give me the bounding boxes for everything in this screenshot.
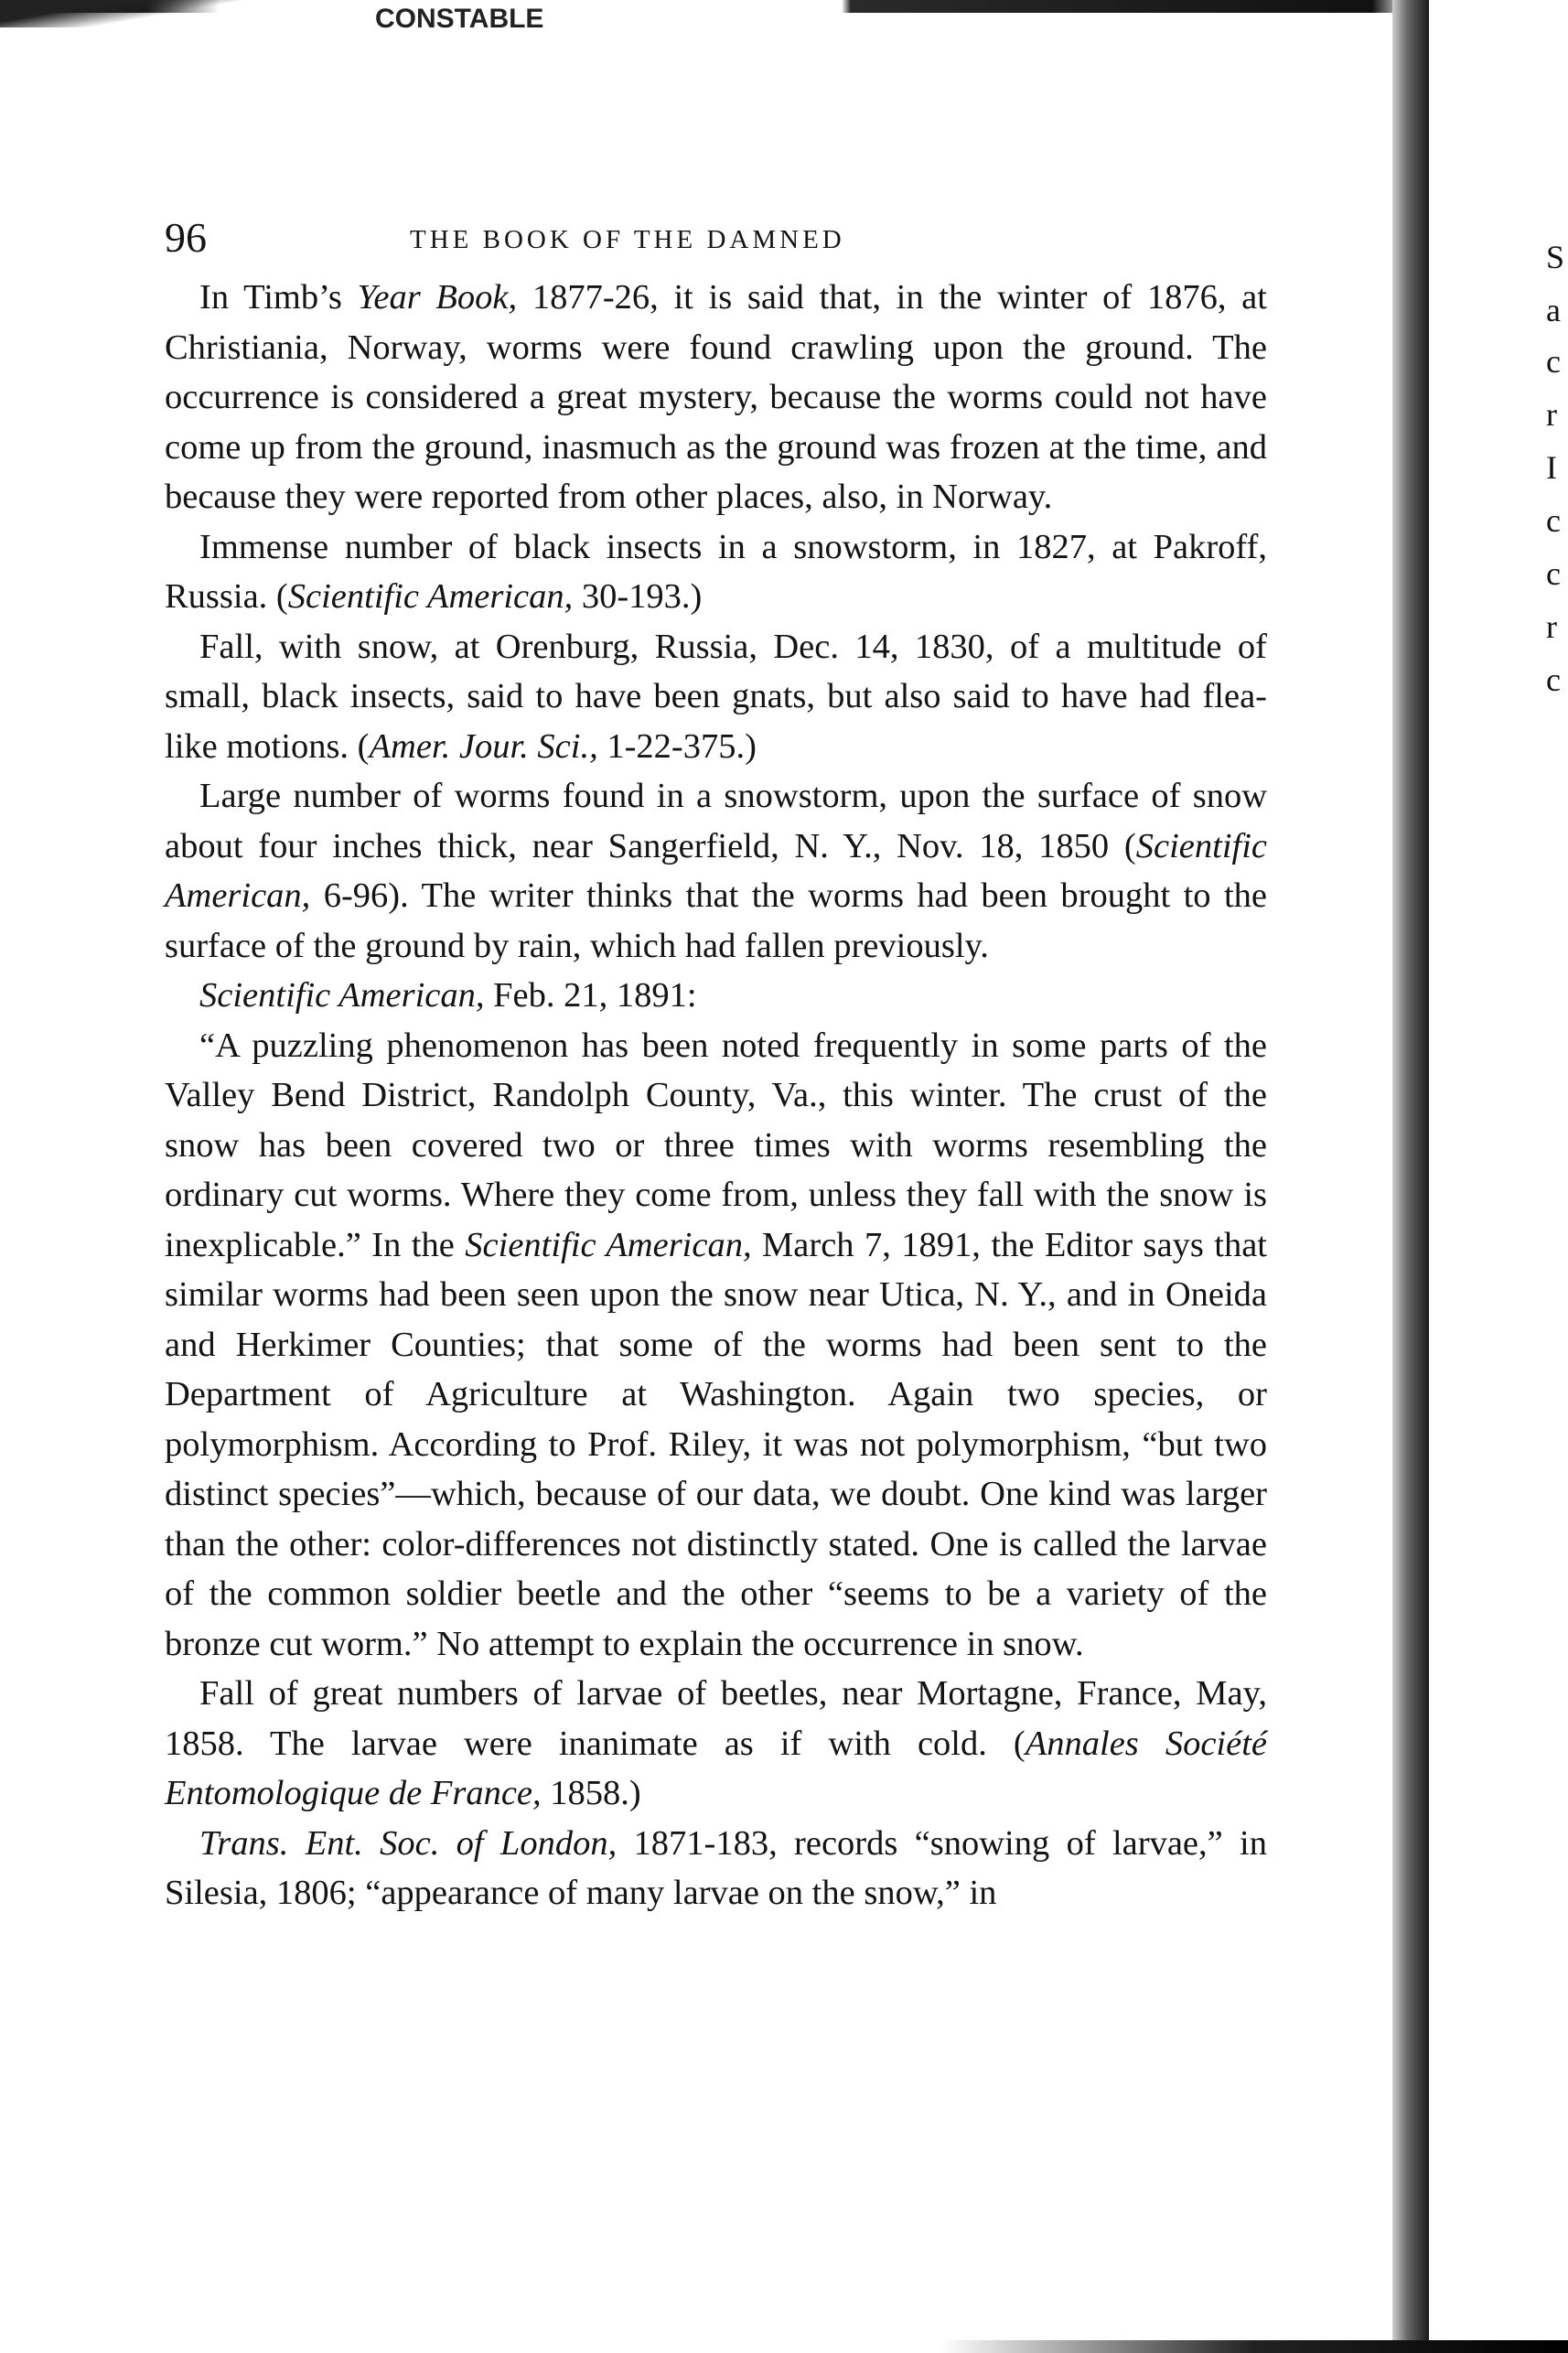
text-run: Immense number of black insects in a snowstorm, in 1827, at Pakroff, Russia. ( bbox=[165, 527, 1267, 616]
running-head-title: THE BOOK OF THE DAMNED bbox=[410, 225, 845, 254]
text-run: 1858.) bbox=[541, 1774, 641, 1812]
text-run: 1-22-375.) bbox=[597, 726, 757, 766]
facing-page-letter: r bbox=[1546, 608, 1557, 645]
running-header bbox=[165, 212, 1262, 267]
italic-citation: Scientific American, bbox=[199, 976, 485, 1015]
text-run: 1871-183, records “snowing of larvae,” in Silesia, 1806; “appearance of many larvae on the snow,” in bbox=[165, 1823, 1267, 1912]
facing-page-letter: c bbox=[1546, 343, 1561, 380]
italic-citation: Scientific American, bbox=[165, 826, 1267, 915]
library-stamp: CONSTABLE bbox=[375, 4, 544, 34]
paragraph bbox=[165, 622, 1267, 772]
facing-page-letter: a bbox=[1546, 292, 1561, 328]
text-run: In Timb’s bbox=[199, 278, 358, 317]
facing-page-letter: I bbox=[1546, 449, 1557, 486]
scan-bottom-edge bbox=[0, 2340, 1568, 2353]
text-run: 1877-26, it is said that, in the winter of 1876, at Christiania, Norway, worms were found crawling upon the ground. The occurrence is considered a great mystery, because the worms could not have come up from the ground, inasmuch as the ground was frozen at the time, and because they were reported from other places, also, in Norway. bbox=[165, 278, 1267, 516]
text-run: Feb. 21, 1891: bbox=[484, 976, 697, 1015]
paragraph bbox=[165, 1819, 1267, 1918]
text-run: 30-193.) bbox=[573, 577, 703, 616]
italic-citation: Amer. Jour. Sci., bbox=[369, 726, 598, 766]
paragraph bbox=[165, 273, 1267, 522]
paragraph bbox=[165, 1021, 1267, 1670]
facing-page-letter: r bbox=[1546, 396, 1557, 433]
italic-citation: Year Book, bbox=[357, 278, 518, 317]
italic-citation: Scientific American, bbox=[465, 1225, 752, 1264]
text-run: 6-96). The writer thinks that the worms had been brought to the surface of the ground by rain, which had fallen previously. bbox=[165, 876, 1267, 965]
page-number: 96 bbox=[165, 214, 207, 261]
page-gutter-shadow bbox=[1392, 0, 1429, 2353]
paragraph bbox=[165, 522, 1267, 622]
facing-page-letter: c bbox=[1546, 502, 1561, 539]
facing-page-letter: S bbox=[1546, 239, 1565, 275]
scan-corner-shadow bbox=[0, 0, 256, 27]
text-run: Large number of worms found in a snowstorm, upon the surface of snow about four inches thick, near Sangerfield, N. Y., Nov. 18, 1850 ( bbox=[165, 777, 1267, 865]
paragraph bbox=[165, 1669, 1267, 1819]
text-run: Fall, with snow, at Orenburg, Russia, Dec. 14, 1830, of a multitude of small, black insects, said to have been gnats, but also said to have had flea-like motions. ( bbox=[165, 627, 1267, 766]
italic-citation: Trans. Ent. Soc. of London, bbox=[199, 1823, 618, 1863]
paragraph bbox=[165, 971, 1267, 1021]
italic-citation: Annales Société Entomologique de France, bbox=[165, 1724, 1267, 1812]
facing-page-letter: c bbox=[1546, 555, 1561, 592]
facing-page-letter: c bbox=[1546, 661, 1561, 698]
text-run: “A puzzling phenomenon has been noted frequently in some parts of the Valley Bend District, Randolph County, Va., this winter. The crust of the snow has been covered two or three times with worms resembling the ordinary cut worms. Where they come from, unless they fall with the snow is inexplicable.” In the bbox=[165, 1026, 1267, 1264]
text-run: March 7, 1891, the Editor says that similar worms had been seen upon the snow near Utica, N. Y., and in Oneida and Herkimer Counties; that some of the worms had been sent to the Department of Agriculture at Washington. Again two species, or polymorphism. According to Prof. Riley, it was not polymorphism, “but two distinct species”—which, because of our data, we doubt. One kind was larger than the other: color-differences not distinctly stated. One is called the larvae of the common soldier beetle and the other “seems to be a variety of the bronze cut worm.” No attempt to explain the occurrence in snow. bbox=[165, 1225, 1268, 1663]
paragraph bbox=[165, 771, 1267, 971]
italic-citation: Scientific American, bbox=[287, 577, 574, 616]
text-run: Fall of great numbers of larvae of beetles, near Mortagne, France, May, 1858. The larvae were inanimate as if with cold. ( bbox=[165, 1674, 1267, 1763]
body-text bbox=[165, 273, 1267, 1918]
